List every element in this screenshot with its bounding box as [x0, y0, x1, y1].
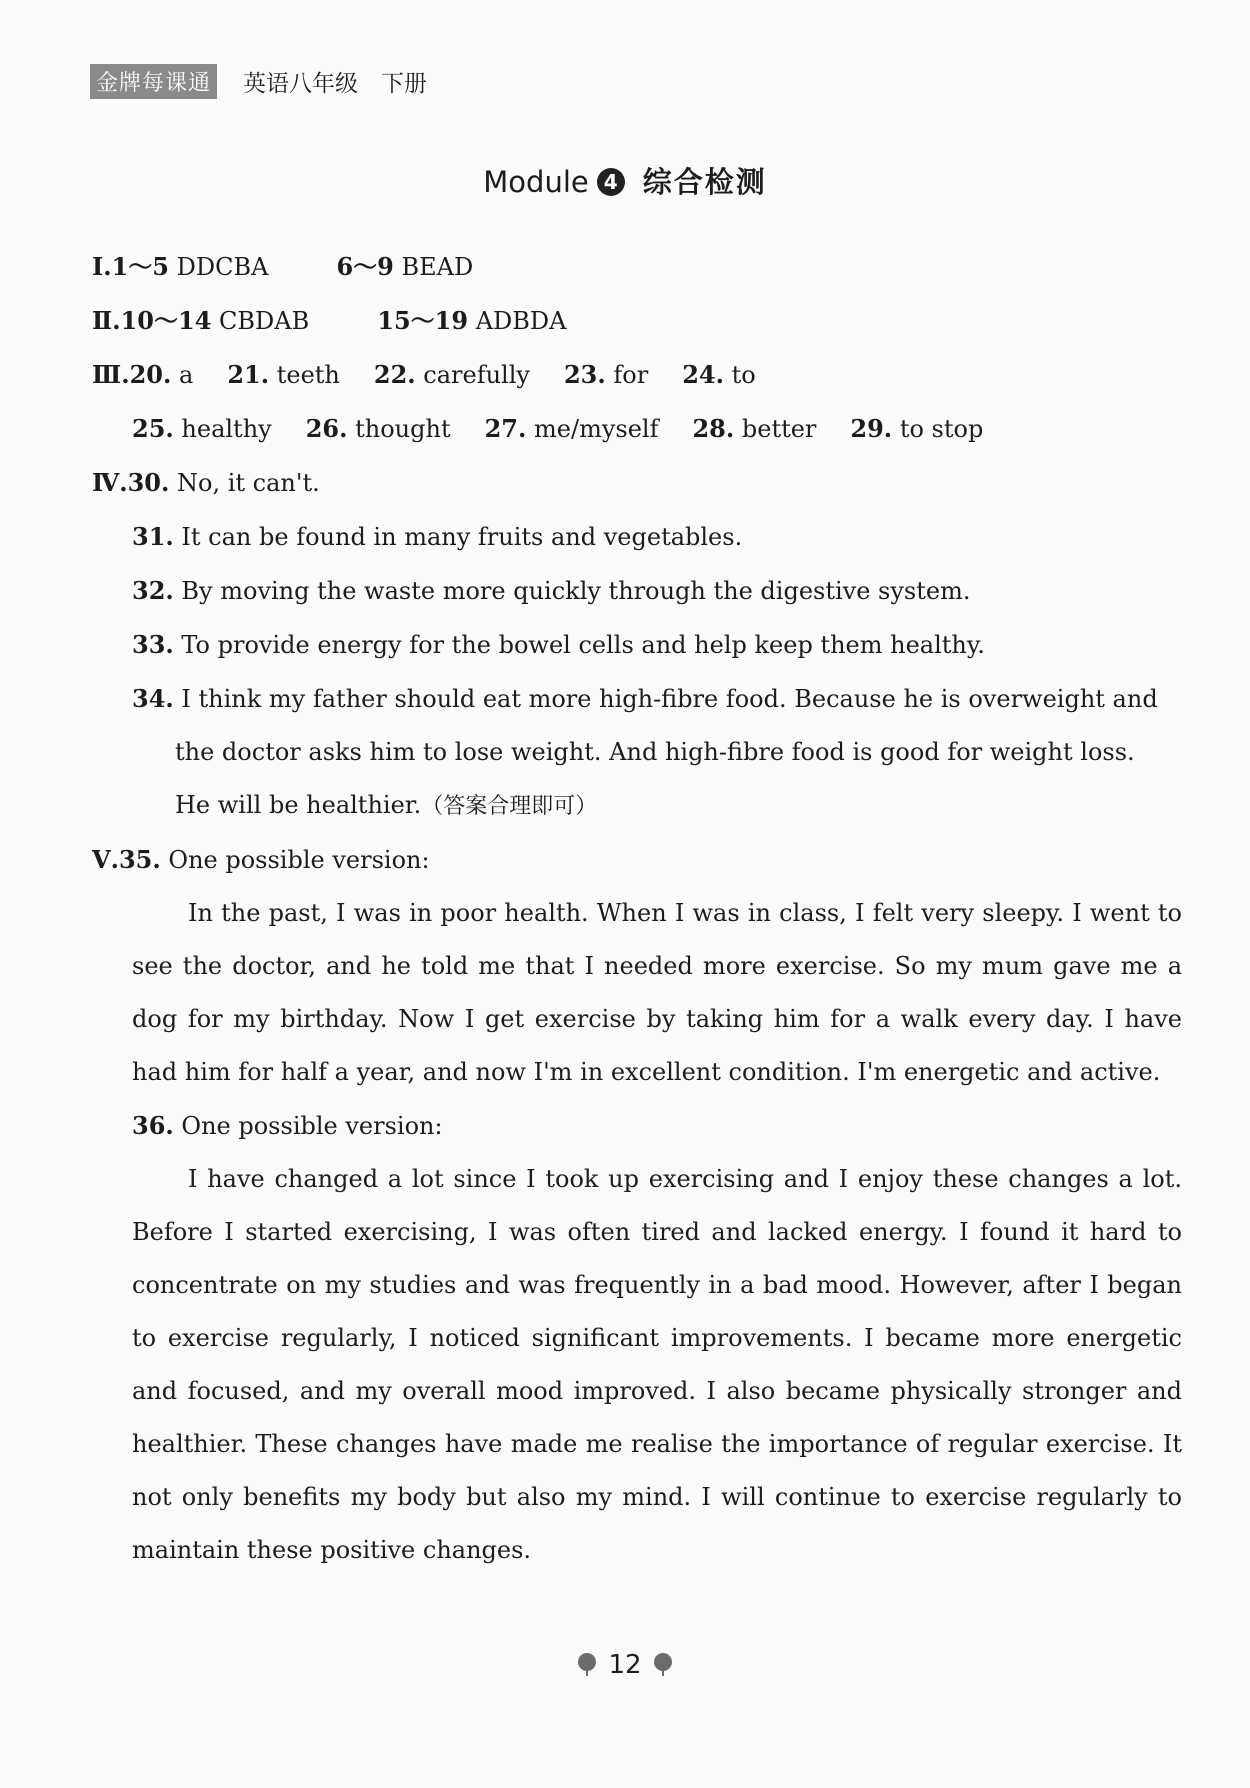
- item-answer: to: [731, 361, 756, 389]
- item-answer: He will be healthier.: [175, 791, 422, 819]
- q36-label: [92, 1099, 1182, 1153]
- item-answer: thought: [355, 415, 451, 443]
- item-number: 26.: [305, 414, 348, 443]
- q34-line-2: the doctor asks him to lose weight. And high-fibre food is good for weight loss.: [175, 738, 1135, 766]
- item-number: 22.: [373, 360, 416, 389]
- s1-range-a: 1～5: [111, 252, 169, 281]
- title-prefix: Module: [483, 165, 589, 199]
- page-title: [0, 160, 1250, 201]
- book-title: 英语八年级 下册: [243, 71, 428, 97]
- section-3-roman: Ⅲ.: [92, 360, 130, 389]
- q32: [92, 564, 1182, 618]
- item-answer: I think my father should eat more high-fibre food. Because he is overweight and: [181, 685, 1158, 713]
- item-number: 20.: [129, 360, 172, 389]
- item-number: 31.: [132, 522, 174, 551]
- q35-essay: [92, 887, 1182, 1099]
- item-answer: better: [741, 415, 817, 443]
- item-answer: a: [179, 361, 194, 389]
- item-answer: To provide energy for the bowel cells and help keep them healthy.: [181, 631, 985, 659]
- item-number: 30.: [127, 468, 170, 497]
- leaf-icon: [650, 1651, 676, 1684]
- item-number: 33.: [132, 630, 174, 659]
- answer-content: [92, 240, 1182, 1577]
- leaf-icon: [574, 1651, 600, 1684]
- item-number: 32.: [132, 576, 174, 605]
- item-number: 21.: [227, 360, 270, 389]
- item-answer: No, it can't.: [177, 469, 320, 497]
- page-header: [90, 64, 427, 99]
- section-4-roman: Ⅳ.: [92, 468, 128, 497]
- series-tag: 金牌每课通: [90, 64, 217, 99]
- s1-answers-b: BEAD: [401, 253, 474, 281]
- section-3-row-2: [92, 402, 1182, 456]
- s2-range-a: 10～14: [120, 306, 212, 335]
- item-label: One possible version:: [181, 1112, 443, 1140]
- item-answer: It can be found in many fruits and vegetables.: [181, 523, 743, 551]
- item-number: 24.: [682, 360, 724, 389]
- item-number: 29.: [850, 414, 893, 443]
- s2-answers-a: CBDAB: [219, 307, 310, 335]
- module-number-badge: 4: [597, 168, 625, 196]
- q34-line-3: [92, 779, 1182, 833]
- item-answer: teeth: [276, 361, 340, 389]
- item-number: 28.: [692, 414, 735, 443]
- q30: [92, 456, 1182, 510]
- item-number: 23.: [563, 360, 606, 389]
- s2-answers-b: ADBDA: [475, 307, 567, 335]
- s1-range-b: 6～9: [336, 252, 394, 281]
- essay-text: I have changed a lot since I took up exercising and I enjoy these changes a lot. Before I started exercising, I was often tired and lacked energy. I found it hard to concentrate on my studies and was frequently in a bad mood. However, after I began to exercise regularly, I noticed significant improvements. I became more energetic and focused, and my overall mood improved. I also became physically stronger and healthier. These changes have made me realise the importance of regular exercise. It not only benefits my body but also my mind. I will continue to exercise regularly to maintain these positive changes.: [132, 1165, 1182, 1564]
- q31: [92, 510, 1182, 564]
- page-number: 12: [608, 1650, 642, 1680]
- item-answer: to stop: [899, 415, 984, 443]
- item-answer: By moving the waste more quickly through the digestive system.: [181, 577, 971, 605]
- item-number: 34.: [132, 684, 174, 713]
- section-2: [92, 294, 1182, 348]
- item-label: One possible version:: [168, 846, 430, 874]
- item-number: 36.: [132, 1111, 174, 1140]
- essay-text: In the past, I was in poor health. When I was in class, I felt very sleepy. I went to see the doctor, and he told me that I needed more exercise. So my mum gave me a dog for my birthday. Now I get exercise by taking him for a walk every day. I have had him for half a year, and now I'm in excellent condition. I'm energetic and active.: [132, 899, 1182, 1086]
- q34-line-1: [92, 672, 1182, 726]
- q35-label: [92, 833, 1182, 887]
- s2-range-b: 15～19: [377, 306, 469, 335]
- section-1: [92, 240, 1182, 294]
- title-suffix: 综合检测: [642, 165, 767, 199]
- item-number: 35.: [118, 845, 161, 874]
- item-answer: me/myself: [534, 415, 659, 443]
- item-answer: for: [613, 361, 649, 389]
- section-3-row-1: [92, 348, 1182, 402]
- q36-essay: [92, 1153, 1182, 1577]
- item-answer: carefully: [423, 361, 530, 389]
- s1-answers-a: DDCBA: [176, 253, 269, 281]
- page-footer: [0, 1650, 1250, 1684]
- answer-note: （答案合理即可）: [421, 794, 598, 819]
- item-number: 27.: [484, 414, 527, 443]
- section-5-roman: Ⅴ.: [92, 845, 119, 874]
- item-answer: healthy: [181, 415, 272, 443]
- section-1-roman: Ⅰ.: [92, 252, 112, 281]
- item-number: 25.: [132, 414, 174, 443]
- section-2-roman: Ⅱ.: [92, 306, 121, 335]
- q33: [92, 618, 1182, 672]
